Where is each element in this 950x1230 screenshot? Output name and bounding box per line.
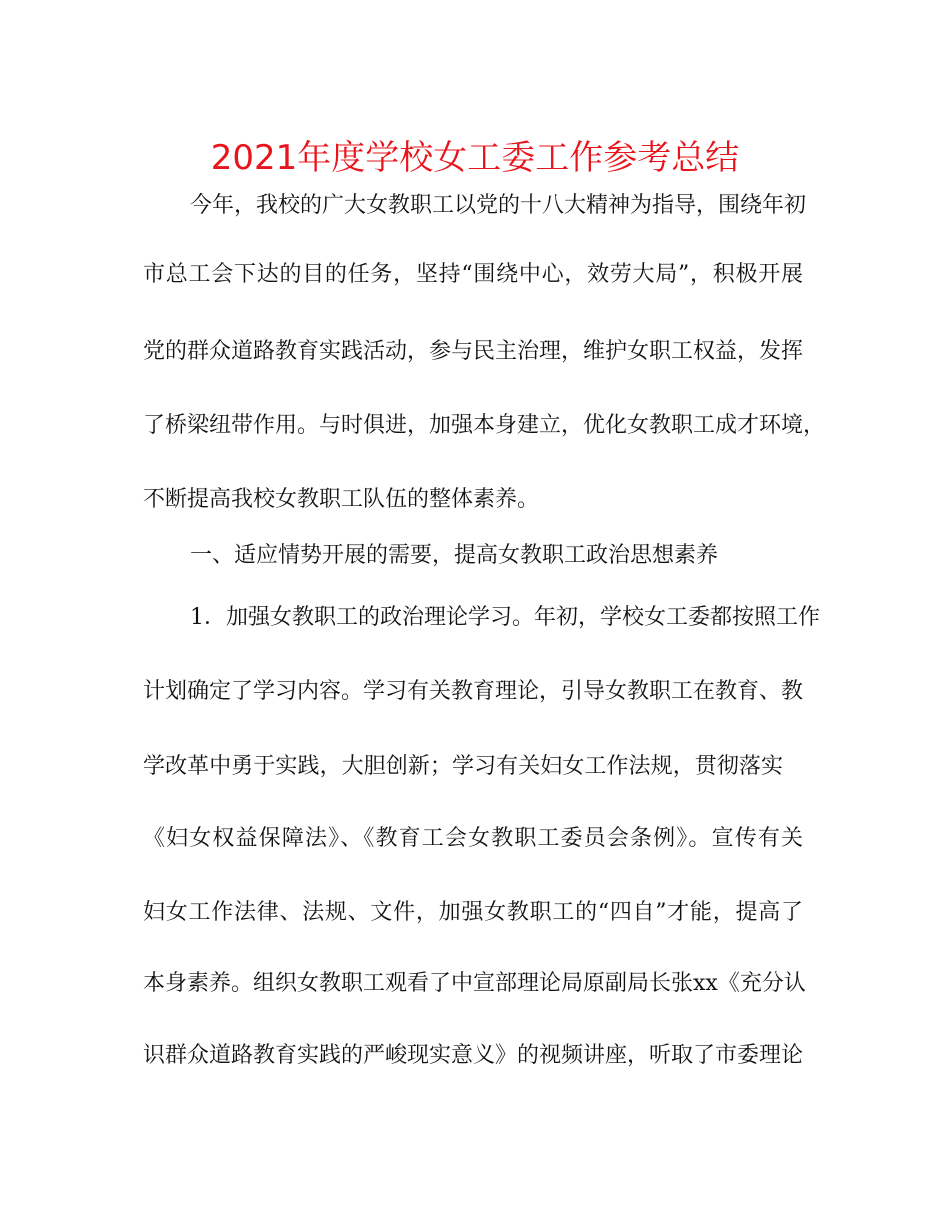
paragraph-2-line-7: 识群众道路教育实践的严峻现实意义》的视频讲座，听取了市委理论 [143, 1043, 804, 1068]
paragraph-1-line-3: 党的群众道路教育实践活动，参与民主治理，维护女职工权益，发挥 [143, 339, 804, 364]
paragraph-1-line-1: 今年，我校的广大女教职工以党的十八大精神为指导，围绕年初 [190, 193, 807, 218]
paragraph-2-line-6: 本身素养。组织女教职工观看了中宣部理论局原副局长张xx《充分认 [143, 971, 806, 996]
paragraph-1-line-5: 不断提高我校女教职工队伍的整体素养。 [143, 487, 540, 512]
paragraph-2-line-4: 《妇女权益保障法》、《教育工会女教职工委员会条例》。宣传有关 [143, 826, 803, 851]
paragraph-2-line-1: 1．加强女教职工的政治理论学习。年初，学校女工委都按照工作 [190, 605, 820, 630]
paragraph-2-line-5: 妇女工作法律、法规、文件，加强女教职工的“四自”才能，提高了 [143, 900, 803, 925]
section-heading-1: 一、适应情势开展的需要，提高女教职工政治思想素养 [190, 543, 719, 568]
paragraph-1-line-2: 市总工会下达的目的任务，坚持“围绕中心，效劳大局”，积极开展 [143, 262, 803, 287]
paragraph-2-line-3: 学改革中勇于实践，大胆创新；学习有关妇女工作法规，贯彻落实 [143, 754, 783, 779]
paragraph-1-line-4: 了桥梁纽带作用。与时俱进，加强本身建立，优化女教职工成才环境， [143, 413, 826, 438]
document-title: 2021年度学校女工委工作参考总结 [210, 138, 740, 178]
paragraph-2-line-2: 计划确定了学习内容。学习有关教育理论，引导女教职工在教育、教 [143, 679, 804, 704]
